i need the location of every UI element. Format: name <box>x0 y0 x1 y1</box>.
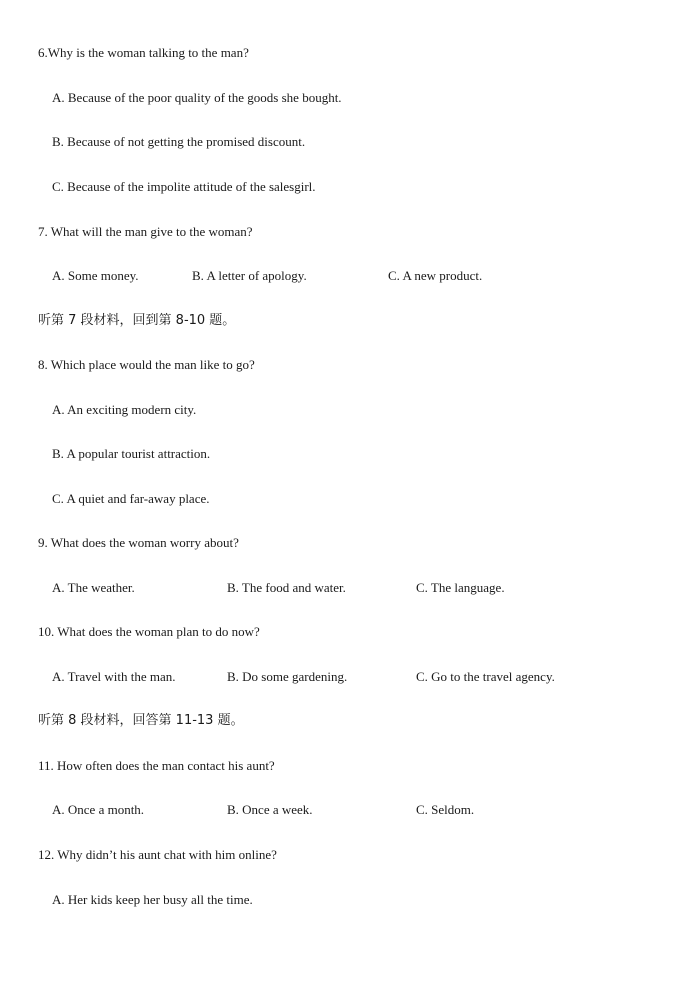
question-stem: 8. Which place would the man like to go? <box>38 357 255 372</box>
question-stem: 12. Why didn’t his aunt chat with him online? <box>38 847 277 862</box>
option-b: B. The food and water. <box>227 580 346 595</box>
section-heading: 听第 8 段材料，回答第 11-13 题。 <box>38 713 244 728</box>
option-c: C. Because of the impolite attitude of the salesgirl. <box>52 179 316 194</box>
question-stem: 10. What does the woman plan to do now? <box>38 624 260 639</box>
option-c: C. Go to the travel agency. <box>416 669 555 684</box>
question-stem: 9. What does the woman worry about? <box>38 535 239 550</box>
option-a: A. An exciting modern city. <box>52 402 197 417</box>
option-b: B. A popular tourist attraction. <box>52 446 211 461</box>
option-a: A. Because of the poor quality of the goods she bought. <box>52 90 342 105</box>
question-stem: 11. How often does the man contact his aunt? <box>38 758 275 773</box>
option-c: C. A new product. <box>388 268 483 283</box>
option-b: B. Because of not getting the promised discount. <box>52 134 306 149</box>
option-a: A. The weather. <box>52 580 135 595</box>
option-c: C. The language. <box>416 580 505 595</box>
option-c: C. Seldom. <box>416 802 475 817</box>
option-a: A. Some money. <box>52 268 139 283</box>
option-a: A. Her kids keep her busy all the time. <box>52 892 253 907</box>
option-a: A. Travel with the man. <box>52 669 176 684</box>
option-b: B. Once a week. <box>227 802 313 817</box>
section-heading: 听第 7 段材料，回到第 8-10 题。 <box>38 313 236 328</box>
option-a: A. Once a month. <box>52 802 145 817</box>
option-c: C. A quiet and far-away place. <box>52 491 210 506</box>
question-stem: 6.Why is the woman talking to the man? <box>38 45 249 60</box>
option-b: B. Do some gardening. <box>227 669 348 684</box>
option-b: B. A letter of apology. <box>192 268 307 283</box>
question-stem: 7. What will the man give to the woman? <box>38 224 253 239</box>
